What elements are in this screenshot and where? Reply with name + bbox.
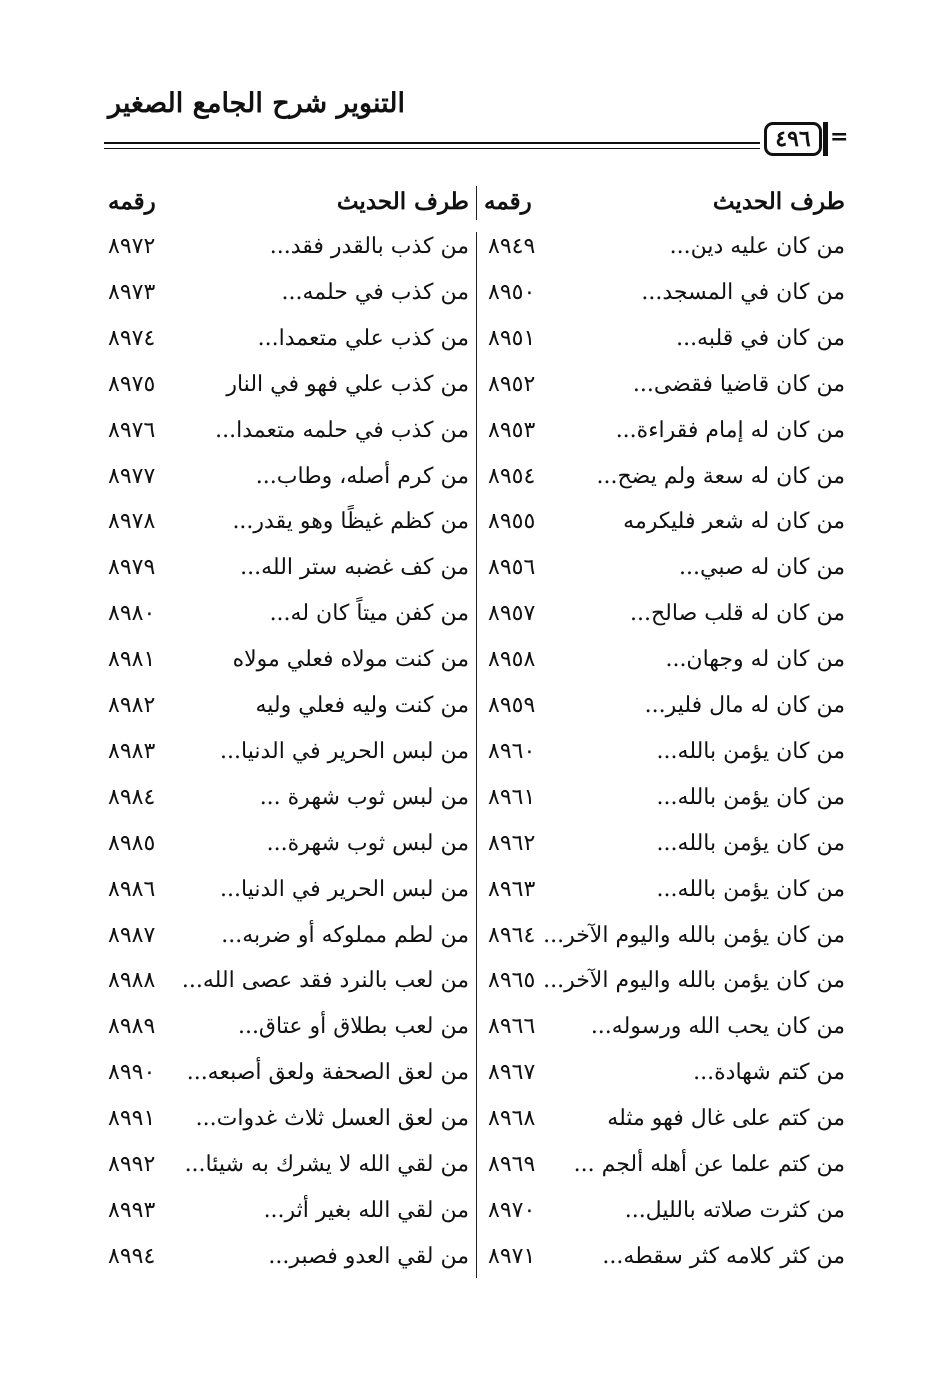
right-hadith-title: من كان له قلب صالح... [629,601,845,627]
book-title: التنوير شرح الجامع الصغير [108,88,405,119]
right-hadith-title: من كان يحب الله ورسوله... [590,1014,845,1040]
left-hadith-number: ٨٩٩٤ [108,1243,156,1269]
right-hadith-title: من كان يؤمن بالله... [656,784,845,810]
right-hadith-number: ٨٩٦٥ [488,968,536,994]
left-hadith-number: ٨٩٩٢ [108,1152,156,1177]
left-hadith-title: من لعق الصحفة ولعق أصبعه... [186,1060,469,1086]
right-hadith-number: ٨٩٤٩ [488,234,536,259]
left-hadith-title: من لعق العسل ثلاث غدوات... [195,1106,469,1132]
right-hadith-title: من كثرت صلاته بالليل... [624,1197,845,1223]
table-row [0,232,949,278]
left-hadith-title: من كنت مولاه فعلي مولاه [232,647,469,673]
right-hadith-title: من كان عليه دين... [669,234,845,259]
right-hadith-title: من كان في المسجد... [641,279,845,305]
right-hadith-number: ٨٩٥٥ [488,509,536,535]
left-hadith-number: ٨٩٨٨ [108,968,156,994]
left-hadith-number: ٨٩٧٣ [108,279,156,305]
left-hadith-title: من كذب علي فهو في النار [226,371,469,397]
left-hadith-title: من لقي الله بغير أثر... [263,1197,469,1223]
table-row [0,599,949,645]
right-hadith-number: ٨٩٦٨ [488,1106,536,1132]
table-row [0,278,949,324]
right-hadith-number: ٨٩٦٦ [488,1014,536,1040]
left-hadith-title: من لطم مملوكه أو ضربه... [221,922,469,948]
right-hadith-number: ٨٩٥٤ [488,463,536,489]
table-row [0,921,949,967]
right-hadith-title: من كان له إمام فقراءة... [615,417,845,443]
right-hadith-title: من كان له سعة ولم يضح... [596,463,845,489]
right-hadith-number: ٨٩٥٦ [488,555,536,581]
table-row [0,1012,949,1058]
right-hadith-number: ٨٩٥٣ [488,417,536,443]
table-row [0,324,949,370]
table-row [0,875,949,921]
right-hadith-number: ٨٩٦٧ [488,1060,536,1086]
header-divider [476,186,477,220]
left-title-header: طرف الحديث [336,188,469,215]
left-hadith-title: من لبس ثوب شهرة ... [259,784,469,810]
right-hadith-number: ٨٩٧١ [488,1243,536,1269]
left-hadith-number: ٨٩٩٣ [108,1197,156,1223]
right-number-header: رقمه [484,188,532,215]
right-hadith-number: ٨٩٥٧ [488,601,536,627]
right-hadith-title: من كتم على غال فهو مثله [607,1106,845,1132]
header-rule-top [104,142,760,144]
left-hadith-number: ٨٩٨٣ [108,738,156,764]
table-row [0,737,949,783]
left-hadith-title: من لبس ثوب شهرة... [266,830,469,856]
left-hadith-number: ٨٩٨٤ [108,784,156,810]
left-hadith-number: ٨٩٨٧ [108,922,156,948]
right-hadith-number: ٨٩٦٠ [488,738,536,764]
right-hadith-title: من كان له مال فلير... [644,693,845,718]
header-mark: = [830,124,849,150]
left-hadith-number: ٨٩٧٤ [108,325,156,351]
right-hadith-number: ٨٩٧٠ [488,1197,536,1223]
right-hadith-title: من كان قاضيا فقضى... [632,371,845,397]
left-hadith-title: من لبس الحرير في الدنيا... [220,876,469,902]
table-row [0,1150,949,1196]
table-row [0,1058,949,1104]
right-hadith-number: ٨٩٥١ [488,325,536,351]
table-row [0,507,949,553]
table-row [0,1104,949,1150]
left-hadith-title: من كف غضبه ستر الله... [240,555,469,581]
right-hadith-number: ٨٩٥٩ [488,693,536,718]
left-hadith-number: ٨٩٩١ [108,1106,156,1132]
table-row [0,462,949,508]
left-hadith-title: من لبس الحرير في الدنيا... [220,738,469,764]
right-hadith-number: ٨٩٥٠ [488,279,536,305]
right-hadith-title: من كان في قلبه... [676,325,845,351]
table-row [0,645,949,691]
table-row [0,829,949,875]
right-hadith-number: ٨٩٥٨ [488,647,536,673]
table-row [0,553,949,599]
table-row [0,1196,949,1242]
right-hadith-title: من كان له وجهان... [665,647,845,673]
table-row [0,370,949,416]
left-hadith-title: من لقي الله لا يشرك به شيئا... [184,1152,469,1177]
left-hadith-title: من كذب بالقدر فقد... [269,234,469,259]
right-hadith-title: من كان يؤمن بالله واليوم الآخر... [543,968,845,994]
right-title-header: طرف الحديث [712,188,845,215]
left-hadith-title: من كذب في حلمه متعمدا... [215,417,469,443]
left-hadith-number: ٨٩٨٩ [108,1014,156,1040]
table-row [0,1242,949,1288]
left-hadith-number: ٨٩٨٦ [108,876,156,902]
right-hadith-title: من كان يؤمن بالله... [656,876,845,902]
left-hadith-number: ٨٩٧٨ [108,509,156,535]
table-row [0,783,949,829]
left-hadith-number: ٨٩٨٠ [108,601,156,627]
page-number: ٤٩٦ [764,122,822,156]
left-hadith-number: ٨٩٨١ [108,647,156,673]
left-hadith-number: ٨٩٧٩ [108,555,156,581]
table-row [0,416,949,462]
table-row [0,691,949,737]
right-hadith-title: من كان يؤمن بالله... [656,830,845,856]
right-hadith-number: ٨٩٦١ [488,784,536,810]
right-hadith-number: ٨٩٦٢ [488,830,536,856]
right-hadith-number: ٨٩٦٣ [488,876,536,902]
left-hadith-title: من لعب بطلاق أو عتاق... [237,1014,469,1040]
left-hadith-number: ٨٩٨٥ [108,830,156,856]
left-hadith-title: من لعب بالنرد فقد عصى الله... [181,968,469,994]
right-hadith-title: من كان له شعر فليكرمه [623,509,845,535]
table-row [0,966,949,1012]
right-hadith-title: من كثر كلامه كثر سقطه... [602,1243,845,1269]
left-hadith-number: ٨٩٧٢ [108,234,156,259]
left-hadith-number: ٨٩٧٥ [108,371,156,397]
left-hadith-title: من كظم غيظًا وهو يقدر... [232,509,469,535]
right-hadith-title: من كان له صبي... [679,555,845,581]
left-hadith-number: ٨٩٨٢ [108,693,156,718]
left-hadith-title: من كرم أصله، وطاب... [255,463,469,489]
header-rule-bottom [104,148,760,149]
right-hadith-number: ٨٩٦٩ [488,1152,536,1177]
right-hadith-number: ٨٩٦٤ [488,922,536,948]
left-hadith-number: ٨٩٩٠ [108,1060,156,1086]
right-hadith-number: ٨٩٥٢ [488,371,536,397]
left-hadith-number: ٨٩٧٧ [108,463,156,489]
left-hadith-title: من كفن ميتاً كان له... [269,601,469,627]
right-hadith-title: من كان يؤمن بالله واليوم الآخر... [543,922,845,948]
right-hadith-title: من كتم علما عن أهله ألجم ... [573,1152,845,1177]
left-hadith-title: من كنت وليه فعلي وليه [255,693,469,718]
left-hadith-number: ٨٩٧٦ [108,417,156,443]
left-hadith-title: من لقي العدو فصبر... [268,1243,469,1269]
left-hadith-title: من كذب علي متعمدا... [257,325,469,351]
left-number-header: رقمه [108,188,156,215]
right-hadith-title: من كان يؤمن بالله... [656,738,845,764]
right-hadith-title: من كتم شهادة... [693,1060,845,1086]
left-hadith-title: من كذب في حلمه... [281,279,469,305]
